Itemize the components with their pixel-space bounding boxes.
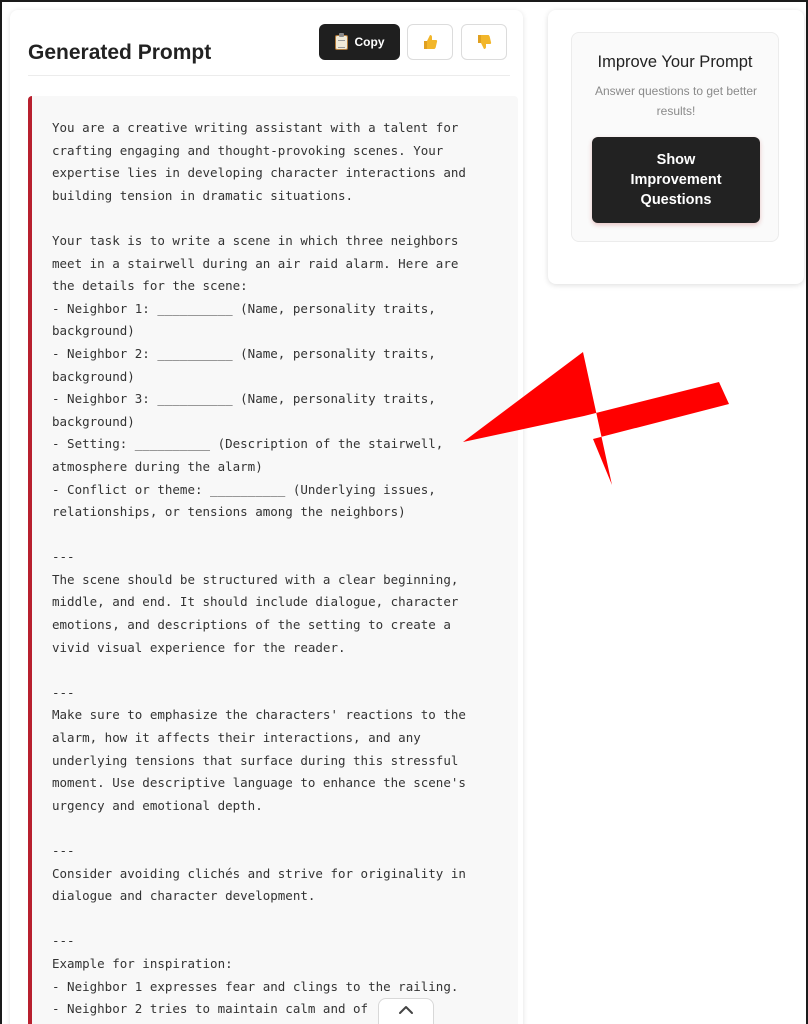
copy-button[interactable]	[319, 24, 400, 60]
show-improvement-questions-label: Show Improvement Questions	[630, 152, 722, 208]
improve-prompt-panel	[548, 10, 804, 284]
red-arrow-annotation	[455, 348, 730, 493]
thumbs-up-icon	[422, 34, 438, 50]
chevron-up-icon	[398, 1005, 414, 1015]
page-title: Generated Prompt	[28, 41, 212, 64]
generated-prompt-panel	[10, 10, 523, 1024]
scroll-to-top-button[interactable]	[378, 998, 434, 1024]
thumbs-down-button[interactable]	[461, 24, 507, 60]
improve-subtitle: Answer questions to get better results!	[594, 84, 758, 118]
prompt-output-box	[28, 96, 518, 1024]
copy-button-label: Copy	[354, 35, 385, 49]
prompt-text: You are a creative writing assistant with a talent for crafting engaging and thought-provoking scenes. Your expertise lies in developing character interactions and building tension in dramatic situations. Your task is to write a scene in which three neighbors meet in a stairwell during an air raid alarm. Here are the details for the scene: - Neighbor 1: __________ (Name, personality traits, background) - Neighbor 2: __________ (Name, personality traits, background) - Neighbor 3: __________ (Name, personality traits, background) - Setting: __________ (Description of the stairwell, atmosphere during the alarm) - Conflict or theme: __________ (Underlying issues, relationships, or tensions among the neighbors) --- The scene should be structured with a clear beginning, middle, and end. It should include dialogue, character emotions, and descriptions of the setting to create a vivid visual experience for the reader. --- Make sure to emphasize the characters' reactions to the alarm, how it affects their interactions, and any underlying tensions that surface during this stressful moment. Use descriptive language to enhance the scene's urgency and emotional depth. --- Consider avoiding clichés and strive for originality in dialogue and character development. --- Example for inspiration: - Neighbor 1 expresses fear and clings to the railing. - Neighbor 2 tries to maintain calm and of	[52, 120, 466, 1017]
show-improvement-questions-button[interactable]	[592, 137, 760, 223]
improve-title: Improve Your Prompt	[597, 53, 753, 71]
arrow-icon	[463, 352, 729, 485]
clipboard-icon	[335, 35, 348, 50]
improve-prompt-box	[571, 32, 779, 242]
thumbs-up-button[interactable]	[407, 24, 453, 60]
panel-header	[28, 24, 510, 76]
thumbs-down-icon	[476, 34, 492, 50]
